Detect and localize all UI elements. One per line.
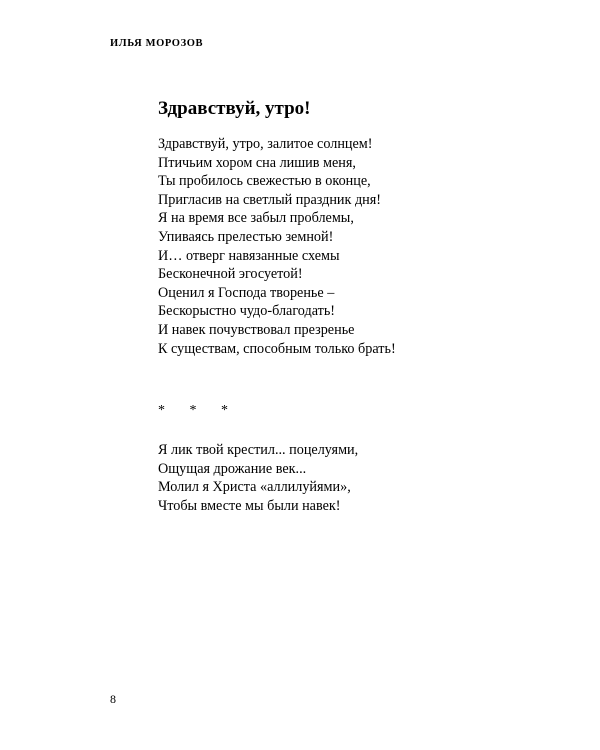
verse-line: Оценил я Господа творенье – [158, 284, 335, 301]
verse-line: Чтобы вместе мы были навек! [158, 497, 341, 514]
verse-line: К существам, способным только брать! [158, 340, 396, 357]
verse-line: И навек почувствовал презренье [158, 321, 355, 338]
verse-line: Птичьим хором сна лишив меня, [158, 154, 356, 171]
page-number: 8 [110, 692, 116, 706]
verse-line: Упиваясь прелестью земной! [158, 228, 334, 245]
verse-line: Я на время все забыл проблемы, [158, 210, 354, 227]
verse-line: Бескорыстно чудо-благодать! [158, 303, 336, 320]
verse-line: Я лик твой крестил... поцелуями, [158, 442, 359, 458]
verse-line: И… отверг навязанные схемы [158, 247, 340, 264]
poem-title: Здравствуй, утро! [158, 98, 311, 119]
verse-line: Бесконечной эгосуетой! [158, 266, 303, 283]
verse-line: Ты пробилось свежестью в оконце, [158, 173, 371, 190]
stanza-separator: * * * [158, 403, 228, 418]
running-head-author: ИЛЬЯ МОРОЗОВ [110, 38, 204, 49]
stanza-2 [158, 441, 358, 515]
stanza-1 [158, 135, 396, 358]
verse-line: Молил я Христа «аллилуйями», [158, 479, 351, 496]
verse-line: Здравствуй, утро, залитое солнцем! [158, 136, 373, 152]
verse-line: Пригласив на светлый праздник дня! [158, 191, 382, 208]
verse-line: Ощущая дрожание век... [158, 460, 307, 477]
